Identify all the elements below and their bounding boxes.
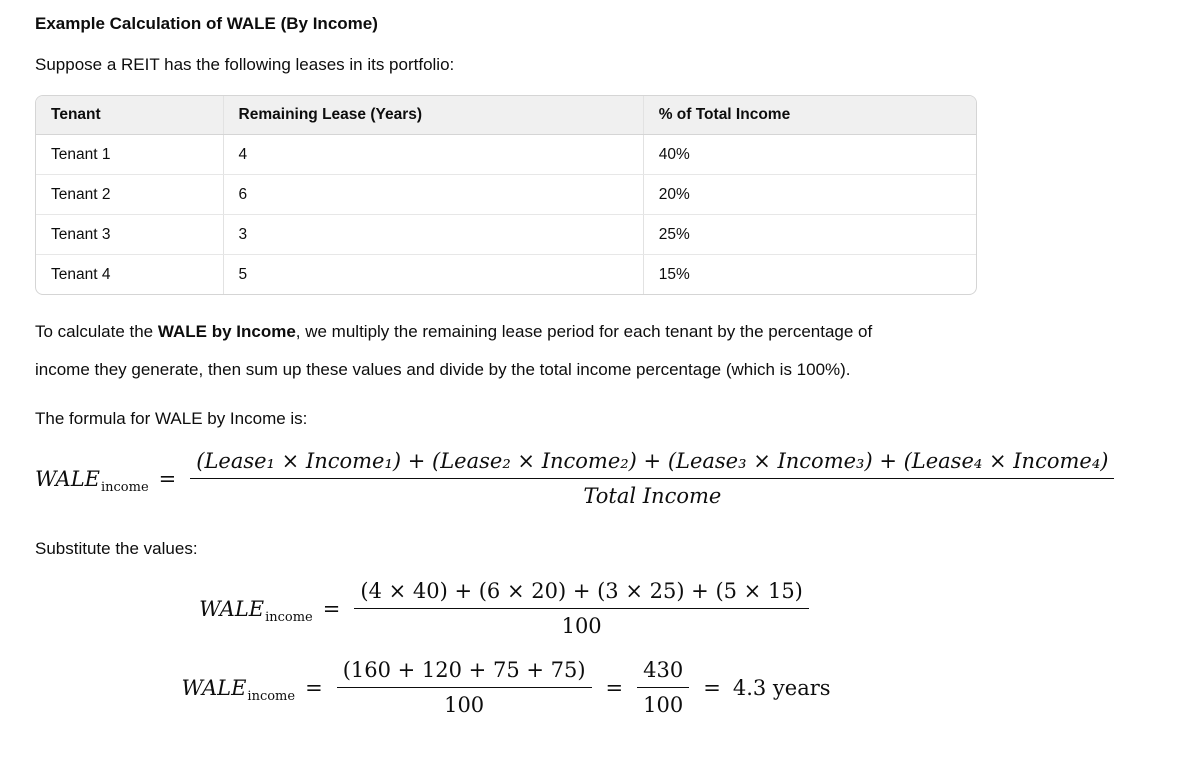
equals-sign: = [322, 596, 341, 621]
wale-formula-general [35, 449, 1180, 508]
explanation-prefix: To calculate the [35, 322, 158, 341]
wale-symbol: WALE [181, 675, 247, 700]
substitute-label: Substitute the values: [35, 539, 198, 558]
formula-lhs [35, 466, 149, 495]
equals-sign: = [605, 675, 624, 700]
explanation-paragraph [35, 313, 895, 389]
table-cell: 5 [223, 255, 643, 295]
formula-lhs [199, 596, 313, 625]
fraction [190, 449, 1114, 508]
fraction-numerator: (Lease₁ × Income₁) + (Lease₂ × Income₂) + (Lease₃ × Income₃) + (Lease₄ × Income₄) [196, 449, 1109, 473]
table-cell: Tenant 2 [36, 175, 223, 215]
table-cell: 4 [223, 135, 643, 175]
explanation-suffix: , we multiply the remaining lease period for each tenant by the percentage of income they generate, then sum up these values and divide by the total income percentage (which is 100%). [35, 322, 873, 379]
table-cell: 25% [643, 215, 976, 255]
table-cell: 15% [643, 255, 976, 295]
table-row [36, 135, 976, 175]
table-row [36, 175, 976, 215]
fraction-denominator: 100 [337, 687, 592, 717]
fraction-numerator: (4 × 40) + (6 × 20) + (3 × 25) + (5 × 15) [360, 579, 803, 603]
fraction [354, 579, 809, 638]
income-subscript: income [265, 609, 313, 625]
fraction-denominator: 100 [354, 608, 809, 638]
fraction [637, 658, 689, 717]
intro-text: Suppose a REIT has the following leases in its portfolio: [35, 55, 455, 74]
table-cell: Tenant 3 [36, 215, 223, 255]
income-subscript: income [247, 688, 296, 704]
equals-sign: = [158, 466, 177, 491]
result-text: 4.3 years [732, 675, 831, 700]
table-cell: 20% [643, 175, 976, 215]
fraction-numerator: 430 [643, 658, 684, 682]
fraction-denominator: 100 [637, 687, 689, 717]
fraction-numerator: (160 + 120 + 75 + 75) [342, 658, 586, 682]
table-cell: 3 [223, 215, 643, 255]
table-cell: 40% [643, 135, 976, 175]
table-row [36, 215, 976, 255]
leases-table [35, 95, 977, 295]
table-cell: 6 [223, 175, 643, 215]
page-title: Example Calculation of WALE (By Income) [35, 14, 378, 33]
equals-sign: = [305, 675, 323, 700]
wale-symbol: WALE [199, 596, 265, 621]
fraction [337, 658, 592, 717]
wale-formula-substituted [35, 579, 977, 638]
income-subscript: income [100, 479, 149, 495]
table-cell: Tenant 1 [36, 135, 223, 175]
formula-lhs [181, 675, 296, 704]
explanation-bold-term: WALE by Income [157, 322, 296, 341]
equals-sign: = [703, 675, 721, 700]
table-header-tenant: Tenant [36, 96, 223, 135]
table-cell: Tenant 4 [51, 265, 111, 283]
table-header-income-percent: % of Total Income [643, 96, 976, 135]
fraction-denominator: Total Income [190, 478, 1114, 508]
formula-intro-text: The formula for WALE by Income is: [35, 409, 308, 428]
table-row [36, 255, 976, 295]
wale-formula-result [35, 658, 977, 717]
wale-symbol: WALE [35, 466, 100, 491]
table-header-remaining-lease: Remaining Lease (Years) [223, 96, 643, 135]
table-header-row [36, 96, 976, 135]
